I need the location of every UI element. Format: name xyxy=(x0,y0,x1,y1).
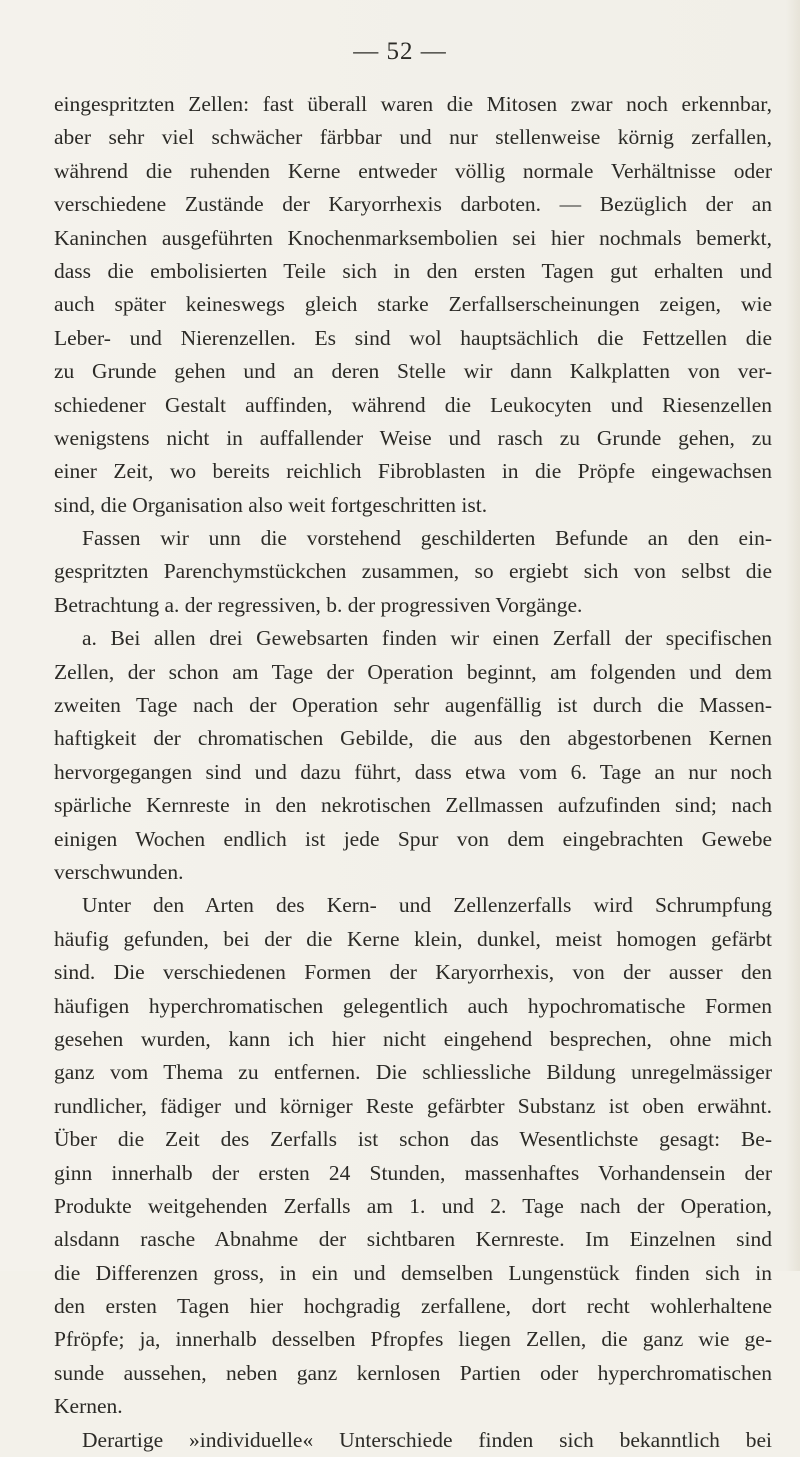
text-line: spärliche Kernreste in den nekrotischen Zellmassen aufzufinden sind; nach xyxy=(54,793,772,818)
text-line: einer Zeit, wo bereits reichlich Fibroblasten in die Pröpfe eingewachsen xyxy=(54,459,772,484)
text-line: Fassen wir unn die vorstehend geschilderten Befunde an den ein- xyxy=(82,526,772,551)
text-line: eingespritzten Zellen: fast überall waren die Mitosen zwar noch erkennbar, xyxy=(54,92,772,116)
text-line: schiedener Gestalt auffinden, während die Leukocyten und Riesenzellen xyxy=(54,392,772,417)
text-line: Über die Zeit des Zerfalls ist schon das Wesentlichste gesagt: Be- xyxy=(54,1127,772,1152)
text-line: dass die embolisierten Teile sich in den ersten Tagen gut erhalten und xyxy=(54,258,772,283)
text-line: sind, die Organisation also weit fortgeschritten ist. xyxy=(54,492,488,517)
text-line: häufig gefunden, bei der die Kerne klein, dunkel, meist homogen gefärbt xyxy=(54,926,772,951)
page-edge-shadow xyxy=(786,0,800,1271)
text-line: alsdann rasche Abnahme der sichtbaren Kernreste. Im Einzelnen sind xyxy=(54,1227,772,1252)
text-line: sind. Die verschiedenen Formen der Karyorrhexis, von der ausser den xyxy=(54,960,772,985)
text-line: sunde aussehen, neben ganz kernlosen Partien oder hyperchromatischen xyxy=(54,1360,772,1385)
text-line: zu Grunde gehen und an deren Stelle wir dann Kalkplatten von ver- xyxy=(54,359,772,384)
body-text xyxy=(54,88,772,1457)
text-line: rundlicher, fädiger und körniger Reste gefärbter Substanz ist oben erwähnt. xyxy=(54,1093,772,1118)
text-line: Pfröpfe; ja, innerhalb desselben Pfropfes liegen Zellen, die ganz wie ge- xyxy=(54,1327,772,1352)
text-line: ganz vom Thema zu entfernen. Die schliessliche Bildung unregelmässiger xyxy=(54,1060,772,1085)
text-line: zweiten Tage nach der Operation sehr augenfällig ist durch die Massen- xyxy=(54,693,772,718)
page-number-header: — 52 — xyxy=(353,38,447,65)
text-line: Produkte weitgehenden Zerfalls am 1. und 2. Tage nach der Operation, xyxy=(54,1193,772,1218)
text-line: gespritzten Parenchymstückchen zusammen, so ergiebt sich von selbst die xyxy=(54,559,772,584)
text-line: Betrachtung a. der regressiven, b. der progressiven Vorgänge. xyxy=(54,592,583,617)
text-line: Kernen. xyxy=(54,1394,123,1419)
text-line: Zellen, der schon am Tage der Operation beginnt, am folgenden und dem xyxy=(54,659,772,684)
text-line: Kaninchen ausgeführten Knochenmarksembolien sei hier nochmals bemerkt, xyxy=(54,225,772,250)
text-line: ginn innerhalb der ersten 24 Stunden, massenhaftes Vorhandensein der xyxy=(54,1160,772,1185)
text-line: Leber- und Nierenzellen. Es sind wol hauptsächlich die Fettzellen die xyxy=(54,325,772,350)
text-line: wenigstens nicht in auffallender Weise und rasch zu Grunde gehen, zu xyxy=(54,425,772,450)
text-line: Unter den Arten des Kern- und Zellenzerfalls wird Schrumpfung xyxy=(82,893,772,918)
text-line: verschiedene Zustände der Karyorrhexis darboten. — Bezüglich der an xyxy=(54,192,772,217)
text-line: haftigkeit der chromatischen Gebilde, die aus den abgestorbenen Kernen xyxy=(54,726,772,751)
text-line: a. Bei allen drei Gewebsarten finden wir einen Zerfall der specifischen xyxy=(82,626,772,651)
text-line: aber sehr viel schwächer färbbar und nur stellenweise körnig zerfallen, xyxy=(54,125,772,150)
text-line: auch später keineswegs gleich starke Zerfallserscheinungen zeigen, wie xyxy=(54,292,772,317)
text-line: hervorgegangen sind und dazu führt, dass etwa vom 6. Tage an nur noch xyxy=(54,759,772,784)
text-line: den ersten Tagen hier hochgradig zerfallene, dort recht wohlerhaltene xyxy=(54,1294,772,1319)
text-line: häufigen hyperchromatischen gelegentlich auch hypochromatische Formen xyxy=(54,993,772,1018)
text-line: Derartige »individuelle« Unterschiede finden sich bekanntlich bei xyxy=(82,1427,772,1452)
text-line: die Differenzen gross, in ein und demselben Lungenstück finden sich in xyxy=(54,1260,772,1285)
text-line: gesehen wurden, kann ich hier nicht eingehend besprechen, ohne mich xyxy=(54,1026,772,1051)
text-line: verschwunden. xyxy=(54,859,184,884)
text-line: während die ruhenden Kerne entweder völlig normale Verhältnisse oder xyxy=(54,158,772,183)
text-line: einigen Wochen endlich ist jede Spur von dem eingebrachten Gewebe xyxy=(54,826,772,851)
